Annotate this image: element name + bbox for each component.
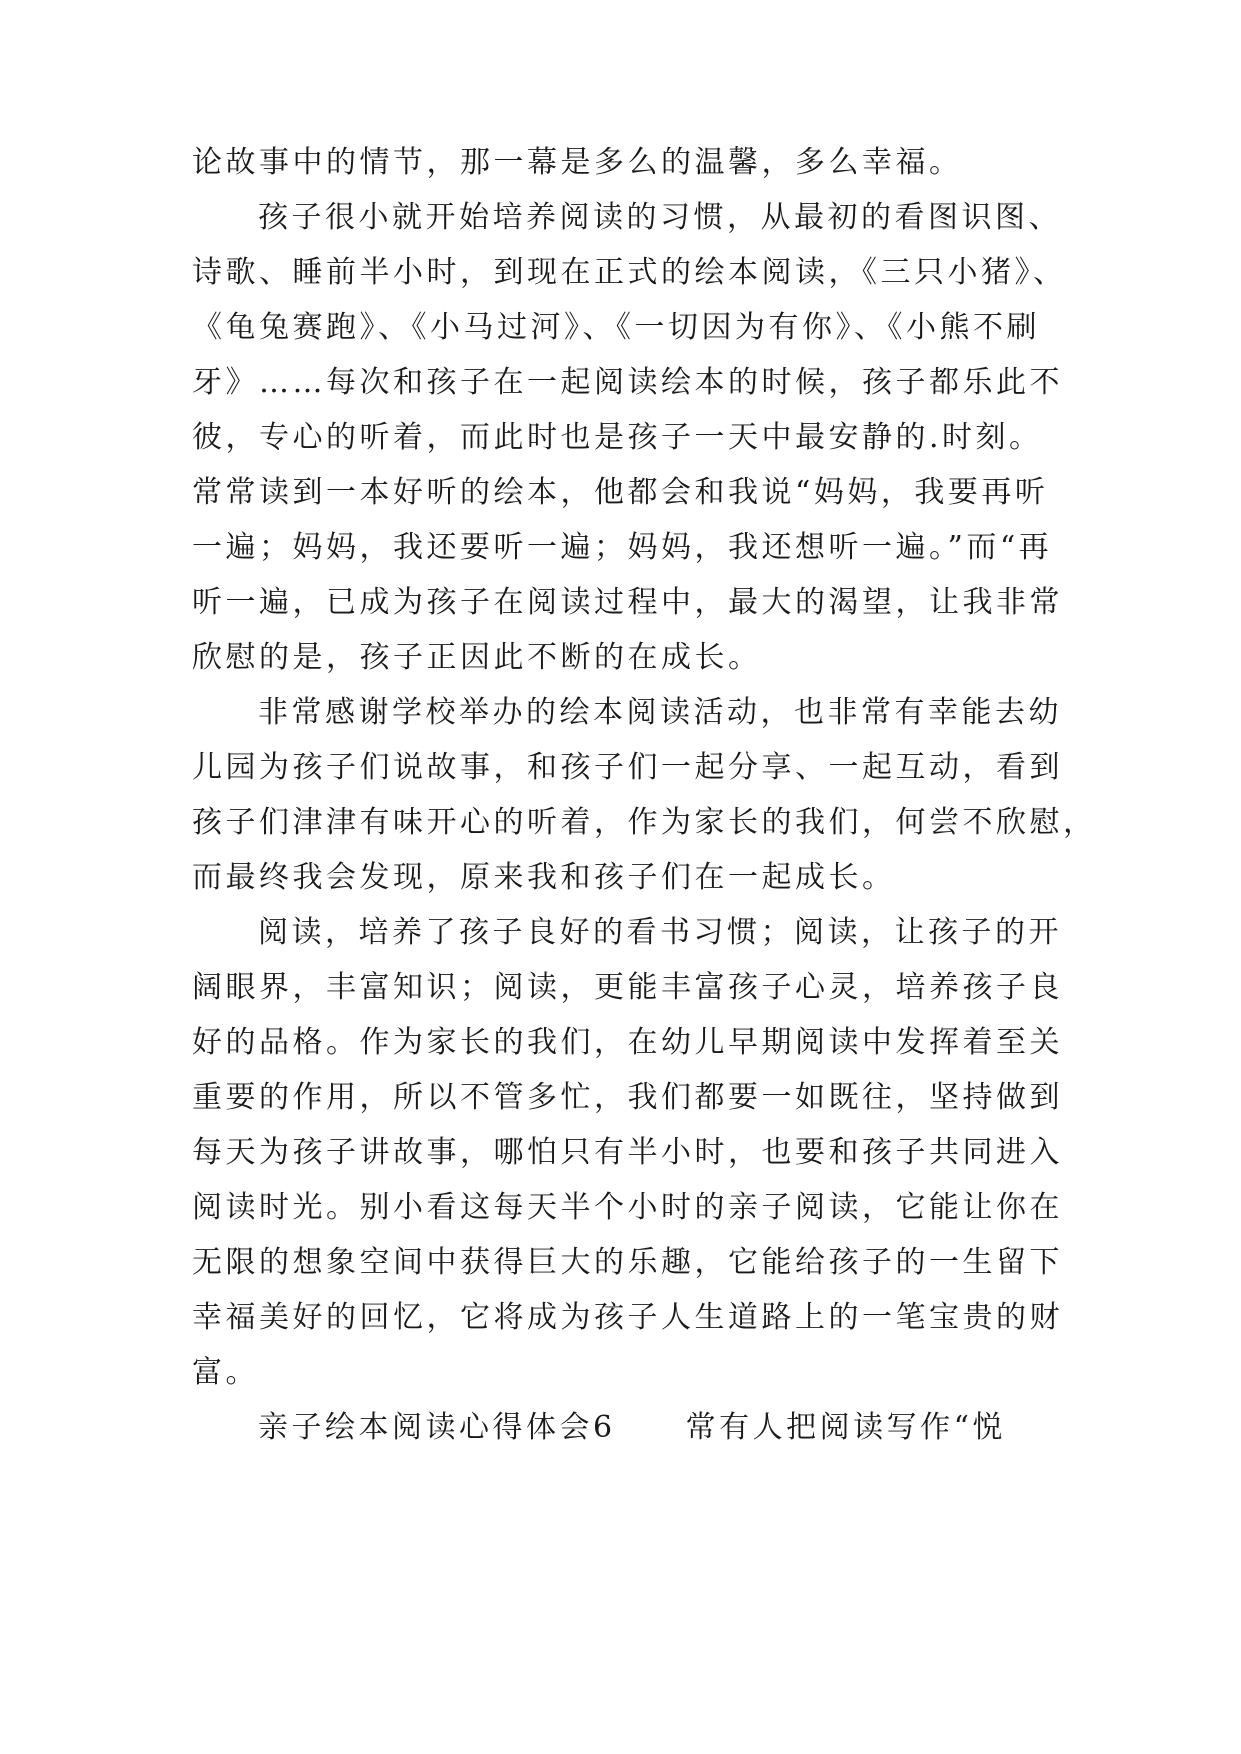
- text-line-1: 论故事中的情节，那一幕是多么的温馨，多么幸福。: [192, 145, 963, 180]
- text-line-12: 儿园为孩子们说故事，和孩子们一起分享、一起互动，看到: [192, 750, 1063, 785]
- text-line-9: 听一遍，已成为孩子在阅读过程中，最大的渴望，让我非常: [192, 585, 1063, 620]
- text-line-19: 每天为孩子讲故事，哪怕只有半小时，也要和孩子共同进入: [192, 1135, 1063, 1170]
- text-line-10: 欣慰的是，孩子正因此不断的在成长。: [192, 640, 762, 675]
- text-line-18: 重要的作用，所以不管多忙，我们都要一如既往，坚持做到: [192, 1080, 1063, 1115]
- text-line-16: 阔眼界，丰富知识；阅读，更能丰富孩子心灵，培养孩子良: [192, 970, 1063, 1005]
- text-line-24: [258, 1406, 1006, 1450]
- text-line-7: 常常读到一本好听的绘本，他都会和我说“妈妈，我要再听: [192, 475, 1049, 510]
- text-line-11: 非常感谢学校举办的绘本阅读活动，也非常有幸能去幼: [258, 695, 1062, 730]
- text-line-20: 阅读时光。别小看这每天半个小时的亲子阅读，它能让你在: [192, 1190, 1063, 1225]
- text-line-21: 无限的想象空间中获得巨大的乐趣，它能给孩子的一生留下: [192, 1245, 1063, 1280]
- text-line-17: 好的品格。作为家长的我们，在幼儿早期阅读中发挥着至关: [192, 1025, 1063, 1060]
- text-line-23: 富。: [192, 1355, 259, 1390]
- section-continuation: 常有人把阅读写作“悦: [685, 1410, 1006, 1445]
- text-line-22: 幸福美好的回忆，它将成为孩子人生道路上的一笔宝贵的财: [192, 1300, 1063, 1335]
- text-line-15: 阅读，培养了孩子良好的看书习惯；阅读，让孩子的开: [258, 915, 1062, 950]
- text-line-14: 而最终我会发现，原来我和孩子们在一起成长。: [192, 860, 896, 895]
- text-line-13: 孩子们津津有味开心的听着，作为家长的我们，何尝不欣慰，: [192, 805, 1097, 840]
- text-line-2: 孩子很小就开始培养阅读的习惯，从最初的看图识图、: [258, 200, 1062, 235]
- text-line-5: 牙》……每次和孩子在一起阅读绘本的时候，孩子都乐此不: [192, 365, 1063, 400]
- text-line-3: 诗歌、睡前半小时，到现在正式的绘本阅读，《三只小猪》、: [192, 255, 1067, 290]
- text-line-4: 《龟兔赛跑》、《小马过河》、《一切因为有你》、《小熊不刷: [192, 310, 1040, 345]
- section-heading: 亲子绘本阅读心得体会6: [258, 1410, 616, 1445]
- text-line-8: 一遍；妈妈，我还要听一遍；妈妈，我还想听一遍。”而“再: [192, 530, 1053, 565]
- text-line-6: 彼，专心的听着，而此时也是孩子一天中最安静的.时刻。: [192, 420, 1043, 455]
